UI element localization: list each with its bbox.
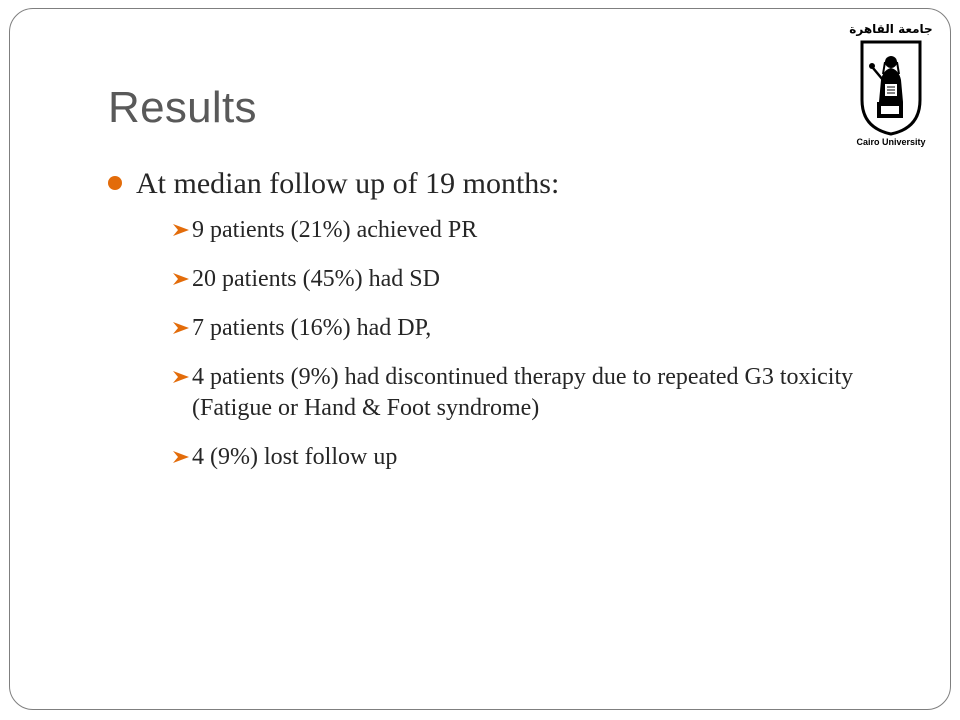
sub-bullet-text: 4 patients (9%) had discontinued therapy due to repeated G3 toxicity (Fatigue or Hand & Foot syndrome) [192,364,854,421]
sub-bullet-item [108,362,868,424]
sub-bullet-text: 7 patients (16%) had DP, [192,315,432,341]
logo-arabic-text: جامعة القاهرة [849,22,933,36]
arrowhead-bullet-icon [172,321,190,335]
cairo-university-logo [848,22,934,152]
orange-dot-bullet-icon [108,176,122,190]
sub-bullet-item [108,442,868,473]
slide-title: Results [108,83,257,132]
sub-bullet-item [108,215,868,246]
sub-bullet-text: 9 patients (21%) achieved PR [192,217,478,243]
arrowhead-bullet-icon [172,370,190,384]
sub-bullet-item [108,264,868,295]
sub-bullet-text: 4 (9%) lost follow up [192,444,398,470]
arrowhead-bullet-icon [172,450,190,464]
sub-bullet-text: 20 patients (45%) had SD [192,266,440,292]
slide-body [108,166,868,491]
arrowhead-bullet-icon [172,223,190,237]
main-bullet-item [108,166,868,202]
sub-bullet-item [108,313,868,344]
main-bullet-text: At median follow up of 19 months: [136,167,560,200]
logo-caption: Cairo University [856,137,926,147]
university-crest-icon [859,40,923,136]
arrowhead-bullet-icon [172,272,190,286]
